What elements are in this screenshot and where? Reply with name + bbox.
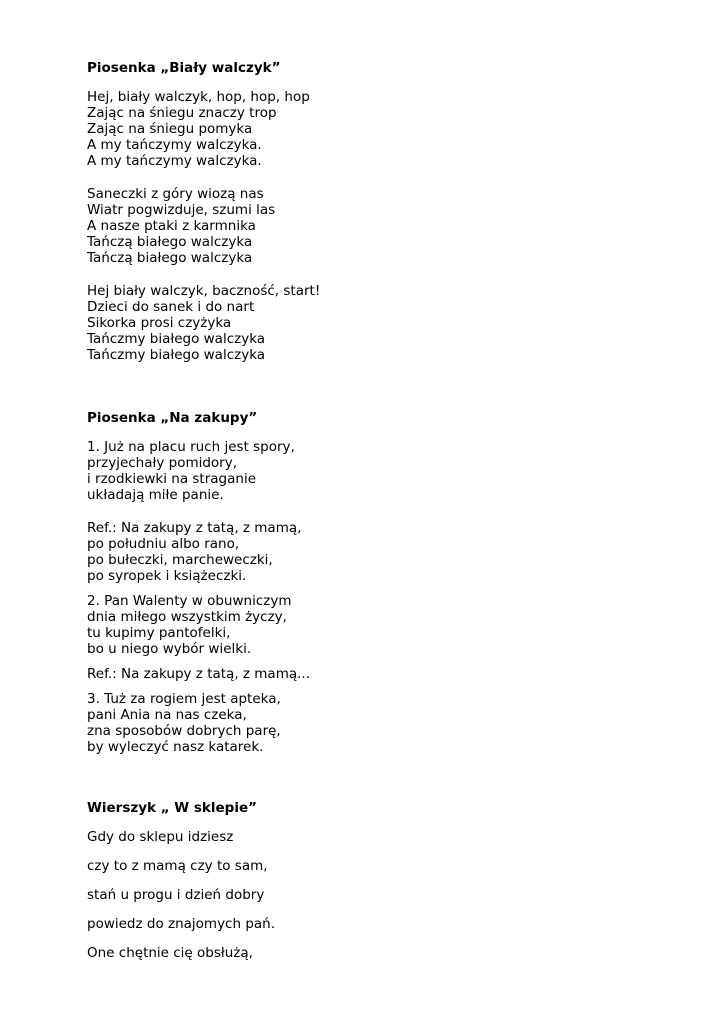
song2-refrain-2 bbox=[87, 666, 687, 682]
song2-verse-1 bbox=[87, 439, 687, 503]
song2-verse-3 bbox=[87, 691, 687, 755]
lyric-line: Hej, biały walczyk, hop, hop, hop bbox=[87, 89, 310, 105]
lyric-line: Ref.: Na zakupy z tatą, z mamą... bbox=[87, 666, 311, 682]
song2-refrain-1 bbox=[87, 520, 687, 584]
lyric-line: 1. Już na placu ruch jest spory, bbox=[87, 439, 295, 455]
lyric-line: 3. Tuż za rogiem jest apteka, bbox=[87, 691, 281, 707]
song1-stanza-2 bbox=[87, 186, 687, 266]
lyric-line: po bułeczki, marcheweczki, bbox=[87, 552, 273, 568]
lyric-line: Sikorka prosi czyżyka bbox=[87, 315, 232, 331]
lyric-line: A my tańczymy walczyka. bbox=[87, 153, 262, 169]
poem-line: Gdy do sklepu idziesz bbox=[87, 829, 234, 845]
lyric-line: zna sposobów dobrych parę, bbox=[87, 723, 281, 739]
lyric-line: tu kupimy pantofelki, bbox=[87, 625, 231, 641]
song-title-na-zakupy: Piosenka „Na zakupy” bbox=[87, 410, 258, 426]
lyric-line: Hej biały walczyk, baczność, start! bbox=[87, 283, 321, 299]
lyric-line: Dzieci do sanek i do nart bbox=[87, 299, 255, 315]
song2-verse-2 bbox=[87, 593, 687, 657]
song1-stanza-3 bbox=[87, 283, 687, 363]
lyric-line: Zając na śniegu znaczy trop bbox=[87, 105, 277, 121]
poem-line: One chętnie cię obsłużą, bbox=[87, 945, 253, 961]
lyric-line: Zając na śniegu pomyka bbox=[87, 121, 253, 137]
lyric-line: po południu albo rano, bbox=[87, 536, 240, 552]
lyric-line: Tańczmy białego walczyka bbox=[87, 331, 266, 347]
lyric-line: A my tańczymy walczyka. bbox=[87, 137, 262, 153]
lyric-line: pani Ania na nas czeka, bbox=[87, 707, 247, 723]
poem-line: powiedz do znajomych pań. bbox=[87, 916, 276, 932]
lyric-line: dnia miłego wszystkim życzy, bbox=[87, 609, 287, 625]
song-title-bialy-walczyk: Piosenka „Biały walczyk” bbox=[87, 60, 281, 76]
lyric-line: 2. Pan Walenty w obuwniczym bbox=[87, 593, 292, 609]
lyric-line: Tańczą białego walczyka bbox=[87, 250, 253, 266]
document-page bbox=[87, 56, 687, 961]
lyric-line: i rzodkiewki na straganie bbox=[87, 471, 257, 487]
poem-line: stań u progu i dzień dobry bbox=[87, 887, 265, 903]
lyric-line: bo u niego wybór wielki. bbox=[87, 641, 252, 657]
song1-stanza-1 bbox=[87, 89, 687, 169]
lyric-line: A nasze ptaki z karmnika bbox=[87, 218, 256, 234]
lyric-line: Tańczą białego walczyka bbox=[87, 234, 253, 250]
lyric-line: Tańczmy białego walczyka bbox=[87, 347, 266, 363]
lyric-line: układają miłe panie. bbox=[87, 487, 224, 503]
poem-line: czy to z mamą czy to sam, bbox=[87, 858, 268, 874]
lyric-line: Ref.: Na zakupy z tatą, z mamą, bbox=[87, 520, 302, 536]
poem-title-w-sklepie: Wierszyk „ W sklepie” bbox=[87, 800, 257, 816]
lyric-line: by wyleczyć nasz katarek. bbox=[87, 739, 264, 755]
lyric-line: przyjechały pomidory, bbox=[87, 455, 238, 471]
lyric-line: Wiatr pogwizduje, szumi las bbox=[87, 202, 276, 218]
lyric-line: Saneczki z góry wiozą nas bbox=[87, 186, 264, 202]
lyric-line: po syropek i książeczki. bbox=[87, 568, 247, 584]
